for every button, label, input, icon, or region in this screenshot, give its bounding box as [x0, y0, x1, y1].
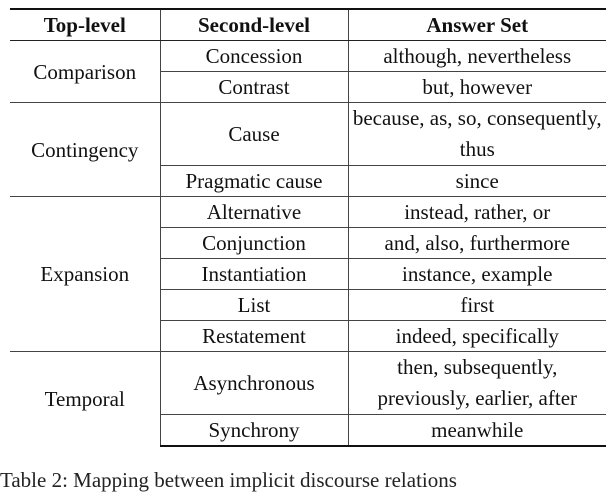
table-row	[10, 41, 606, 72]
second-level-cell: Synchrony	[160, 415, 348, 447]
second-level-cell: Alternative	[160, 197, 348, 228]
second-level-cell: List	[160, 290, 348, 321]
table-caption: Table 2: Mapping between implicit discourse relations	[0, 468, 457, 492]
header-answer-set: Answer Set	[348, 9, 606, 41]
second-level-cell: Contrast	[160, 72, 348, 103]
answer-set-cell: and, also, furthermore	[348, 228, 606, 259]
top-level-cell: Comparison	[33, 59, 137, 84]
second-level-cell: Restatement	[160, 321, 348, 352]
answer-set-cell: indeed, specifically	[348, 321, 606, 352]
top-level-cell: Expansion	[10, 197, 160, 352]
discourse-relation-table	[10, 8, 606, 447]
answer-set-cell: instance, example	[348, 259, 606, 290]
answer-set-cell: although, nevertheless	[348, 41, 606, 72]
answer-set-cell: since	[348, 166, 606, 197]
table-row	[10, 352, 606, 415]
top-level-cell: Contingency	[10, 103, 160, 197]
table-header-row	[10, 9, 606, 41]
second-level-cell: Instantiation	[160, 259, 348, 290]
answer-set-cell: first	[348, 290, 606, 321]
top-level-cell: Temporal	[10, 352, 160, 447]
answer-set-cell: but, however	[348, 72, 606, 103]
relation-table-container	[10, 8, 606, 447]
table-row	[10, 197, 606, 228]
second-level-cell: Pragmatic cause	[160, 166, 348, 197]
table-row	[10, 103, 606, 166]
second-level-cell: Concession	[160, 41, 348, 72]
second-level-cell: Conjunction	[160, 228, 348, 259]
answer-set-cell: because, as, so, consequently, thus	[348, 103, 606, 166]
header-top-level: Top-level	[10, 9, 160, 41]
answer-set-cell: instead, rather, or	[348, 197, 606, 228]
header-second-level: Second-level	[160, 9, 348, 41]
second-level-cell: Cause	[160, 103, 348, 166]
answer-set-cell: then, subsequently, previously, earlier, after	[348, 352, 606, 415]
second-level-cell: Asynchronous	[160, 352, 348, 415]
answer-set-cell: meanwhile	[348, 415, 606, 447]
